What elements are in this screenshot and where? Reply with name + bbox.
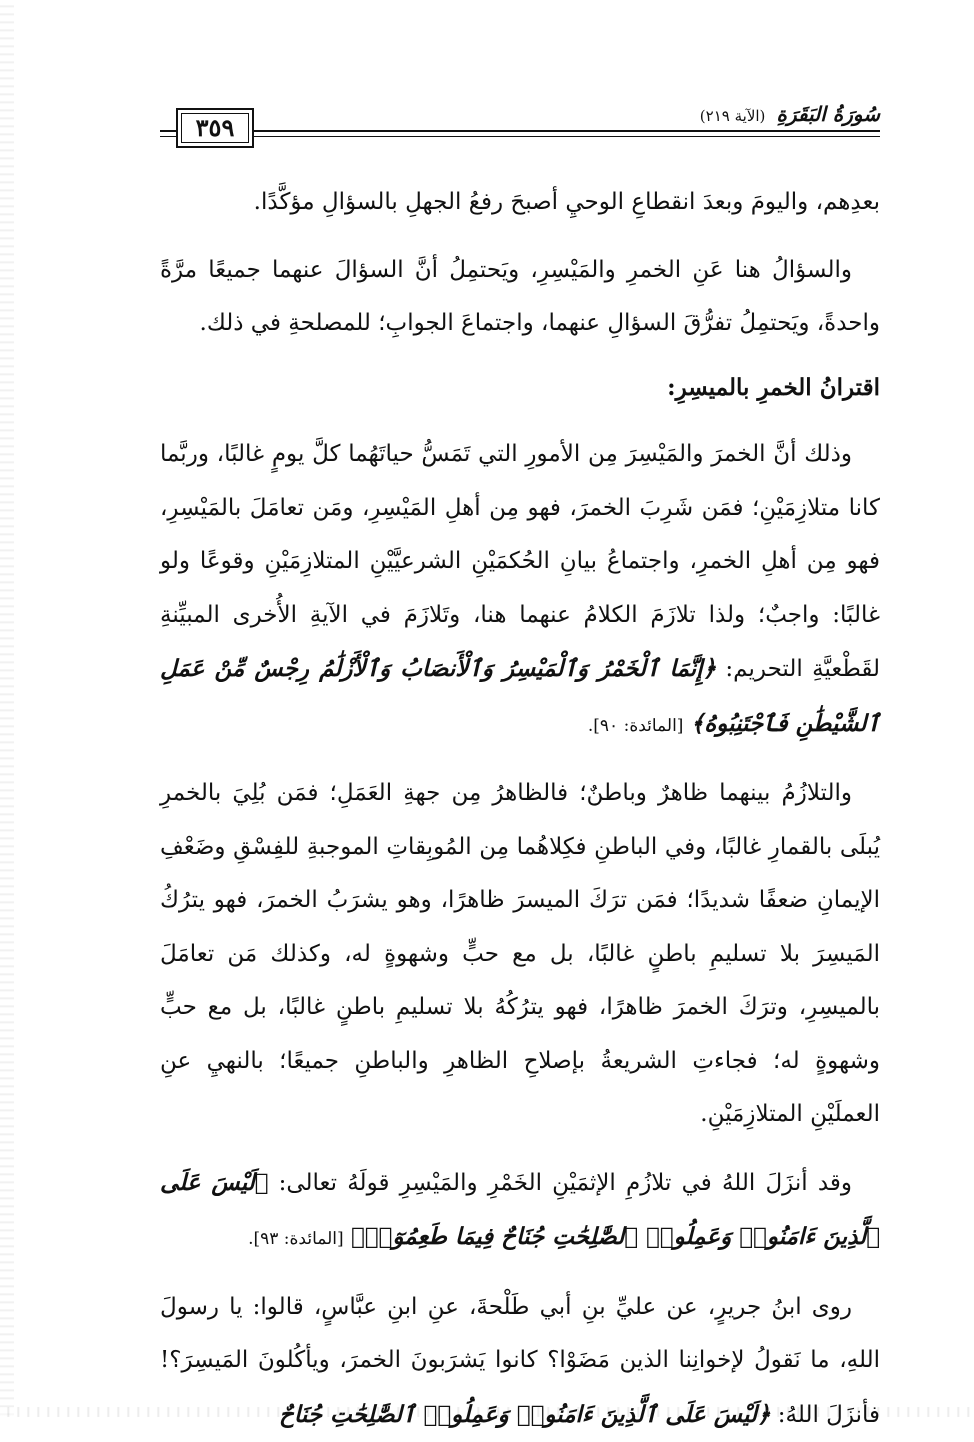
page-header xyxy=(160,96,880,160)
paragraph-6-text: روى ابنُ جريرٍ، عن عليِّ بنِ أبي طَلْحةَ، عنِ ابنِ عبَّاسٍ، قالوا: يا رسولَ اللهِ، ما نَقولُ لإخوانِنا الذين مَضَوْا؟ كانوا يَشرَبونَ الخمرَ، ويأكُلونَ المَيسِرَ؟! فأنزَلَ اللهُ: xyxy=(160,1294,880,1428)
paragraph-3-text: وذلك أنَّ الخمرَ والمَيْسِرَ مِن الأمورِ التي تَمَسُّ حياتَهُما كلَّ يومٍ غالبًا، وربَّما كانا متلازِمَيْنِ؛ فمَن شَرِبَ الخمرَ، فهو مِن أهلِ المَيْسِرِ، ومَن تعامَلَ بالمَيْسِرِ، فهو مِن أهلِ الخمرِ، واجتماعُ بيانِ الحُكمَيْنِ الشرعيَّيْنِ المتلازِمَيْنِ وقوعًا ولو غالبًا: واجبٌ؛ ولذا تلازَمَ الكلامُ عنهما هنا، وتَلازَمَ في الآيةِ الأُخرى المبيِّنةِ لقَطْعيَّةِ التحريم: xyxy=(160,441,880,682)
paragraph-6 xyxy=(160,1281,880,1442)
surah-name: سُورَةُ البَقَرَةِ xyxy=(776,102,880,126)
verse-reference-1: [المائدة: ٩٠]. xyxy=(588,716,684,736)
quran-verse-3: ﴿لَيْسَ عَلَى ٱلَّذِينَ ءَامَنُوا۟ وَعَمِلُوا۟ ٱلصَّٰلِحَٰتِ جُنَاحٌ xyxy=(279,1401,770,1428)
running-head xyxy=(692,102,880,126)
paragraph-5-text: وقد أنزَلَ اللهُ في تلازُمِ الإثمَيْنِ الخَمْرِ والمَيْسِرِ قولَهُ تعالى: xyxy=(279,1170,852,1196)
quran-verse-2: ﴿لَيْسَ عَلَى ٱلَّذِينَ ءَامَنُوا۟ وَعَمِلُوا۟ ٱلصَّٰلِحَٰتِ جُنَاحٌ فِيمَا طَعِمُوٓا۟﴾ xyxy=(160,1169,880,1251)
page-number-frame xyxy=(176,108,254,148)
paragraph-3 xyxy=(160,428,880,753)
paragraph-4: والتلازُمُ بينهما ظاهرٌ وباطنٌ؛ فالظاهرُ مِن جهةِ العَمَلِ؛ فمَن بُلِيَ بالخمرِ يُبلَى بالقمارِ غالبًا، وفي الباطنِ فكِلاهُما مِن المُوبِقاتِ الموجبةِ للفِسْقِ وضَعْفِ الإيمانِ ضعفًا شديدًا؛ فمَن ترَكَ الميسرَ ظاهرًا، وهو يشرَبُ الخمرَ، فهو يترُكُ المَيسِرَ بلا تسليمِ باطنٍ غالبًا، بل مع حبٍّ وشهوةٍ له، وكذلك مَن تعامَلَ بالميسِرِ، وترَكَ الخمرَ ظاهرًا، فهو يترُكُهُ بلا تسليمِ باطنٍ غالبًا، بل مع حبٍّ وشهوةٍ له؛ فجاءتِ الشريعةُ بإصلاحِ الظاهرِ والباطنِ جميعًا؛ بالنهيِ عنِ العملَيْنِ المتلازِمَيْنِ. xyxy=(160,767,880,1142)
section-heading: اقترانُ الخمرِ بالميسِرِ: xyxy=(160,361,880,415)
page-number: ٣٥٩ xyxy=(178,113,252,143)
header-rule-thin xyxy=(160,136,880,137)
paragraph-5 xyxy=(160,1156,880,1267)
ayah-reference: (الآية ٢١٩) xyxy=(700,107,766,125)
page-body xyxy=(160,176,880,1442)
paragraph-2: والسؤالُ هنا عَنِ الخمرِ والمَيْسِرِ، ويَحتمِلُ أنَّ السؤالَ عنهما جميعًا مرَّةً واحدةً، ويَحتمِلُ تفرُّقَ السؤالِ عنهما، واجتماعَ الجوابِ؛ للمصلحةِ في ذلك. xyxy=(160,244,880,351)
header-rule xyxy=(160,130,880,132)
paragraph-1: بعدِهم، واليومَ وبعدَ انقطاعِ الوحيِ أصبحَ رفعُ الجهلِ بالسؤالِ مؤكَّدًا. xyxy=(160,176,880,230)
quran-verse-1: ﴿إِنَّمَا ٱلْخَمْرُ وَٱلْمَيْسِرُ وَٱلْأَنصَابُ وَٱلْأَزْلَٰمُ رِجْسٌ مِّنْ عَمَلِ ٱلشَّيْطَٰنِ فَٱجْتَنِبُوهُ﴾ xyxy=(160,655,880,737)
scan-edge-left xyxy=(0,0,14,1417)
verse-reference-2: [المائدة: ٩٣]. xyxy=(248,1229,344,1249)
